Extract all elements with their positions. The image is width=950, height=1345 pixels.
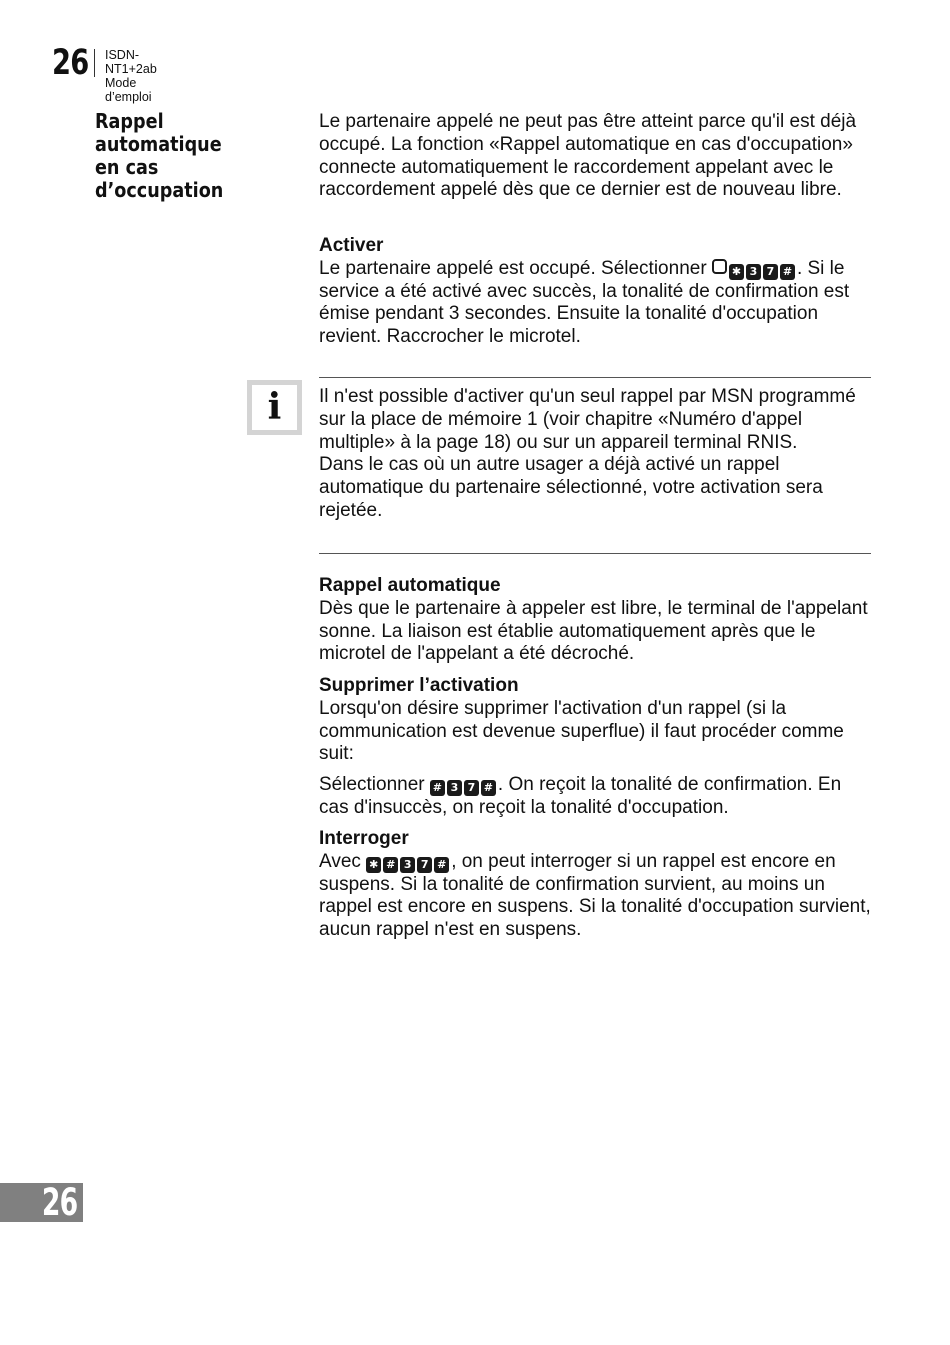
section-title — [95, 110, 280, 202]
note-top-rule — [319, 377, 871, 378]
supprimer-keys — [430, 774, 498, 795]
interroger-heading: Interroger — [319, 828, 409, 849]
note-text-1: Il n'est possible d'activer qu'un seul rappel par MSN programmé sur la place de mémoire 1 (voir chapitre «Numéro d'appel multiple» à la page 18) ou sur un appareil terminal RNIS. — [319, 386, 856, 453]
info-icon-glyph: i — [267, 386, 282, 428]
star-key-icon: ✱ — [729, 264, 744, 280]
supprimer-select-after: . On reçoit la tonalité de confirmation. En cas d'insuccès, on reçoit la tonalité d'occupation. — [319, 774, 842, 818]
note-text-2: Dans le cas où un autre usager a déjà activé un rappel automatique du partenaire sélectionné, votre activation sera rejetée. — [319, 454, 823, 521]
intro-block — [319, 111, 872, 202]
header-divider — [94, 49, 95, 77]
activer-text-after: . Si le service a été activé avec succès, la tonalité de confirmation est émise pendant 3 secondes. Ensuite la tonalité d'occupation revient. Raccrocher le microtel. — [319, 257, 850, 348]
rappel-block — [319, 575, 872, 666]
note-block — [319, 386, 872, 523]
supprimer-heading: Supprimer l’activation — [319, 675, 519, 696]
star-key-icon: ✱ — [366, 857, 381, 873]
supprimer-select-text — [319, 774, 872, 820]
supprimer-text: Lorsqu'on désire supprimer l'activation d'un rappel (si la communication est devenue superflue) il faut procéder comme suit: — [319, 697, 844, 765]
info-icon-frame — [252, 385, 297, 430]
key-3-icon: 3 — [400, 857, 415, 873]
supprimer-select-before: Sélectionner — [319, 774, 430, 796]
header-page-number: 26 — [52, 43, 89, 83]
header-text — [105, 48, 157, 104]
hash-key-icon: # — [481, 780, 496, 796]
info-icon — [247, 380, 302, 435]
header-product: ISDN-NT1+2ab — [105, 48, 157, 76]
blank-key-icon — [712, 259, 727, 274]
activer-text — [319, 258, 872, 349]
key-7-icon: 7 — [763, 264, 778, 280]
interroger-text-after: , on peut interroger si un rappel est encore en suspens. Si la tonalité de confirmation survient, au moins un rappel est encore en suspens. Si la tonalité d'occupation survient, aucun rappel n'est en suspens. — [319, 850, 871, 941]
interroger-block — [319, 828, 872, 942]
note-bottom-rule — [319, 553, 871, 554]
section-title-line1: Rappel automatique — [95, 109, 222, 156]
key-7-icon: 7 — [417, 857, 432, 873]
interroger-text — [319, 851, 872, 942]
header-doc-type: Mode d’emploi — [105, 76, 152, 104]
footer-page-number: 26 — [41, 1181, 77, 1224]
intro-text: Le partenaire appelé ne peut pas être atteint parce qu'il est déjà occupé. La fonction «Rappel automatique en cas d'occupation» connecte automatiquement le raccordement appelant avec le raccordement appelé dès que ce dernier est de nouveau libre. — [319, 111, 857, 201]
hash-key-icon: # — [780, 264, 795, 280]
hash-key-icon: # — [430, 780, 445, 796]
key-3-icon: 3 — [746, 264, 761, 280]
key-3-icon: 3 — [447, 780, 462, 796]
section-title-line2: en cas d’occupation — [95, 155, 224, 202]
activer-keys — [712, 258, 797, 279]
rappel-text: Dès que le partenaire à appeler est libre, le terminal de l'appelant sonne. La liaison est établie automatiquement après que le microtel de l'appelant a été décroché. — [319, 597, 868, 665]
rappel-heading: Rappel automatique — [319, 575, 501, 596]
supprimer-block — [319, 675, 872, 820]
interroger-text-before: Avec — [319, 850, 367, 872]
activer-text-before: Le partenaire appelé est occupé. Sélectionner — [319, 257, 712, 279]
hash-key-icon: # — [434, 857, 449, 873]
key-7-icon: 7 — [464, 780, 479, 796]
interroger-keys — [366, 851, 451, 872]
activer-heading: Activer — [319, 235, 384, 256]
activer-block — [319, 235, 872, 349]
footer-page-tab — [0, 1183, 83, 1222]
hash-key-icon: # — [383, 857, 398, 873]
